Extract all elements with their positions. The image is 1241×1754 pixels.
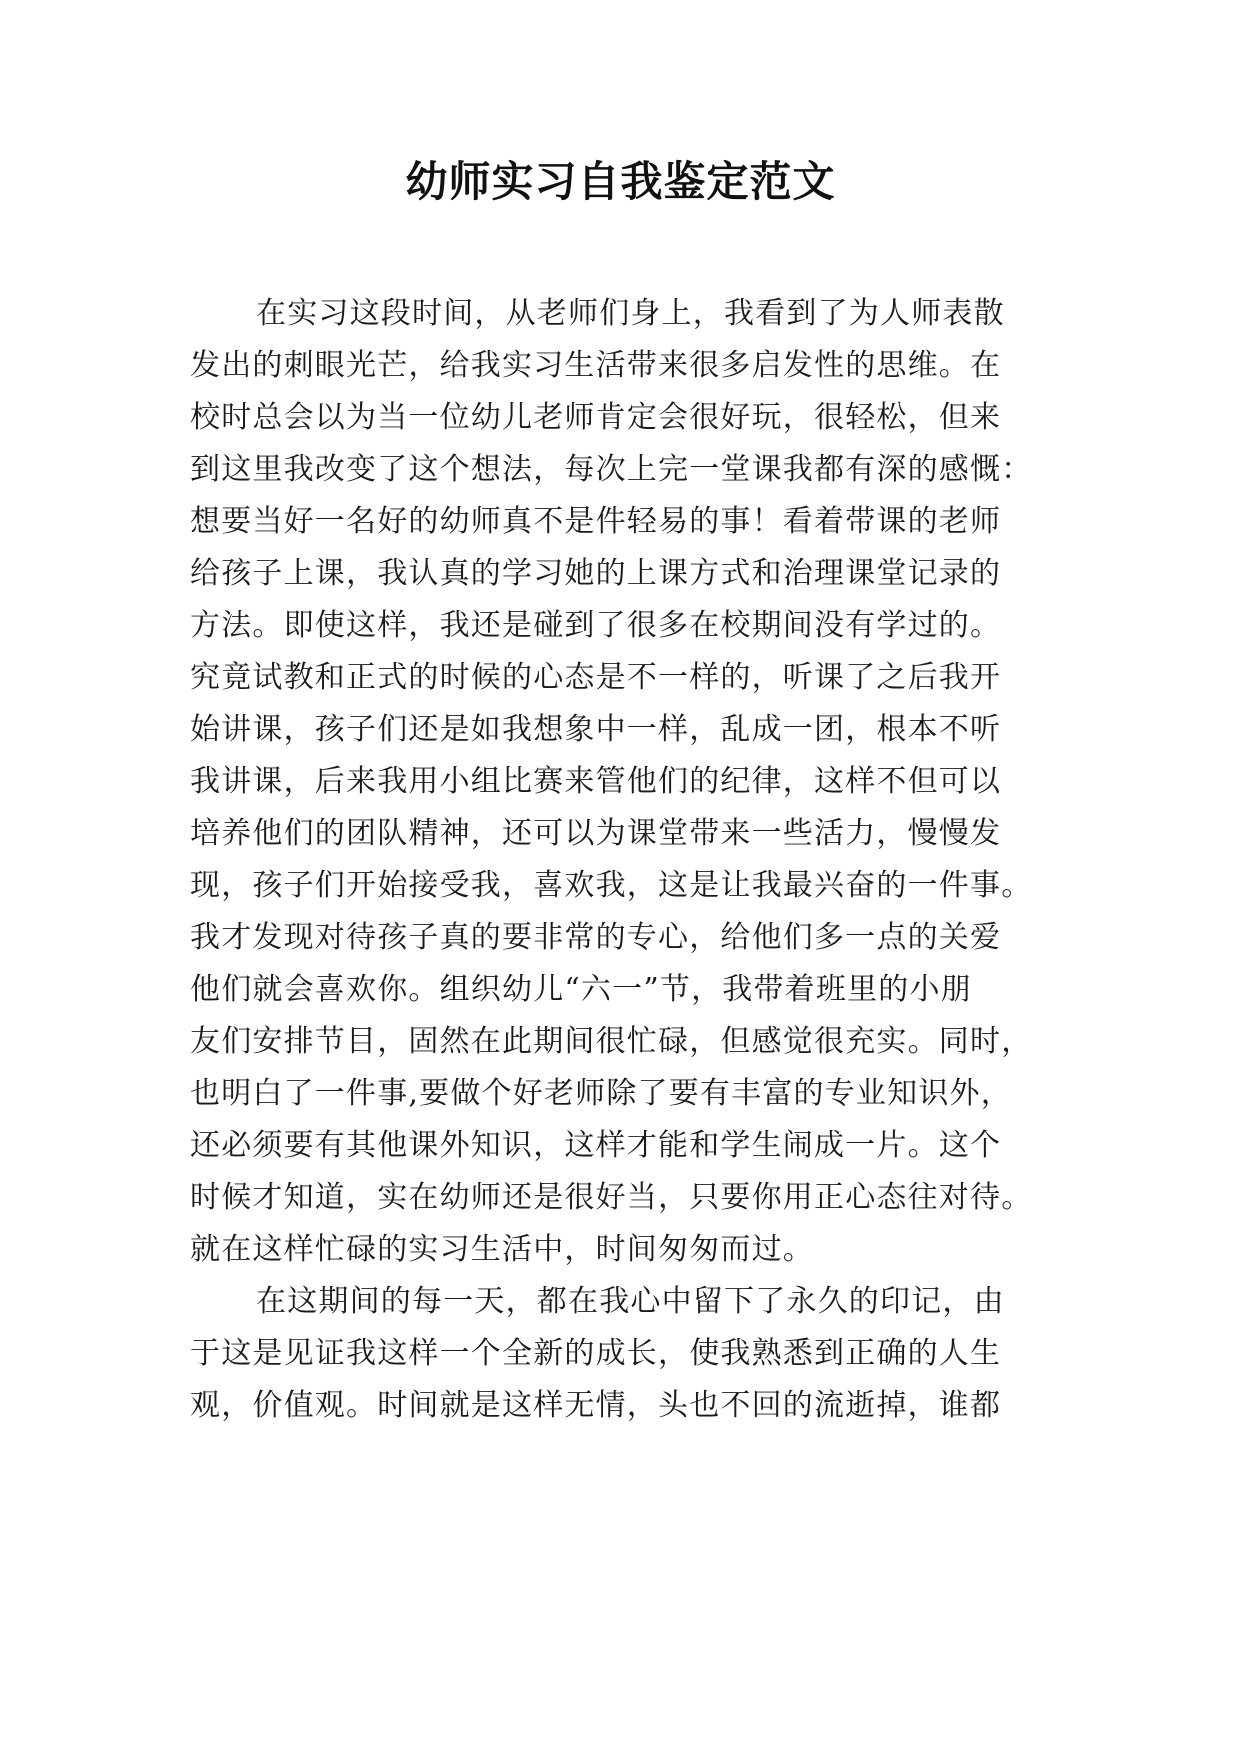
paragraph-1-line-18: 时候才知道，实在幼师还是很好当，只要你用正心态往对待。 [190, 1180, 1033, 1215]
paragraph-1-line-7: 方法。即使这样，我还是碰到了很多在校期间没有学过的。 [190, 608, 1002, 643]
paragraph-2-line-1: 在这期间的每一天，都在我心中留下了永久的印记，由 [256, 1284, 1005, 1319]
paragraph-1-line-17: 还必须要有其他课外知识，这样才能和学生闹成一片。这个 [190, 1128, 1002, 1163]
paragraph-1-line-19: 就在这样忙碌的实习生活中，时间匆匆而过。 [190, 1232, 814, 1267]
paragraph-1-line-6: 给孩子上课，我认真的学习她的上课方式和治理课堂记录的 [190, 556, 1002, 591]
paragraph-2-line-3: 观，价值观。时间就是这样无情，头也不回的流逝掉，谁都 [190, 1388, 1002, 1423]
paragraph-1-line-2: 发出的刺眼光芒，给我实习生活带来很多启发性的思维。在 [190, 348, 1002, 383]
paragraph-1-line-9: 始讲课，孩子们还是如我想象中一样，乱成一团，根本不听 [190, 712, 1002, 747]
paragraph-1-line-5: 想要当好一名好的幼师真不是件轻易的事！看着带课的老师 [190, 504, 1002, 539]
paragraph-1-line-8: 究竟试教和正式的时候的心态是不一样的，听课了之后我开 [190, 660, 1002, 695]
document-title: 幼师实习自我鉴定范文 [405, 157, 836, 206]
paragraph-2-line-2: 于这是见证我这样一个全新的成长，使我熟悉到正确的人生 [190, 1336, 1002, 1371]
paragraph-1-line-12: 现，孩子们开始接受我，喜欢我，这是让我最兴奋的一件事。 [190, 868, 1033, 903]
paragraph-1-line-10: 我讲课，后来我用小组比赛来管他们的纪律，这样不但可以 [190, 764, 1002, 799]
document-body [190, 288, 1050, 1432]
paragraph-1-line-1: 在实习这段时间，从老师们身上，我看到了为人师表散 [256, 296, 1005, 331]
paragraph-1-line-15: 友们安排节目，固然在此期间很忙碌，但感觉很充实。同时， [190, 1024, 1033, 1059]
paragraph-1-line-3: 校时总会以为当一位幼儿老师肯定会很好玩，很轻松，但来 [190, 400, 1002, 435]
paragraph-1-line-16: 也明白了一件事,要做个好老师除了要有丰富的专业知识外， [190, 1076, 1012, 1111]
paragraph-1-line-14: 他们就会喜欢你。组织幼儿“六一”节，我带着班里的小朋 [190, 972, 972, 1007]
paragraph-1-line-13: 我才发现对待孩子真的要非常的专心，给他们多一点的关爱 [190, 920, 1002, 955]
paragraph-1-line-11: 培养他们的团队精神，还可以为课堂带来一些活力，慢慢发 [190, 816, 1002, 851]
paragraph-1-line-4: 到这里我改变了这个想法，每次上完一堂课我都有深的感慨： [190, 452, 1033, 487]
